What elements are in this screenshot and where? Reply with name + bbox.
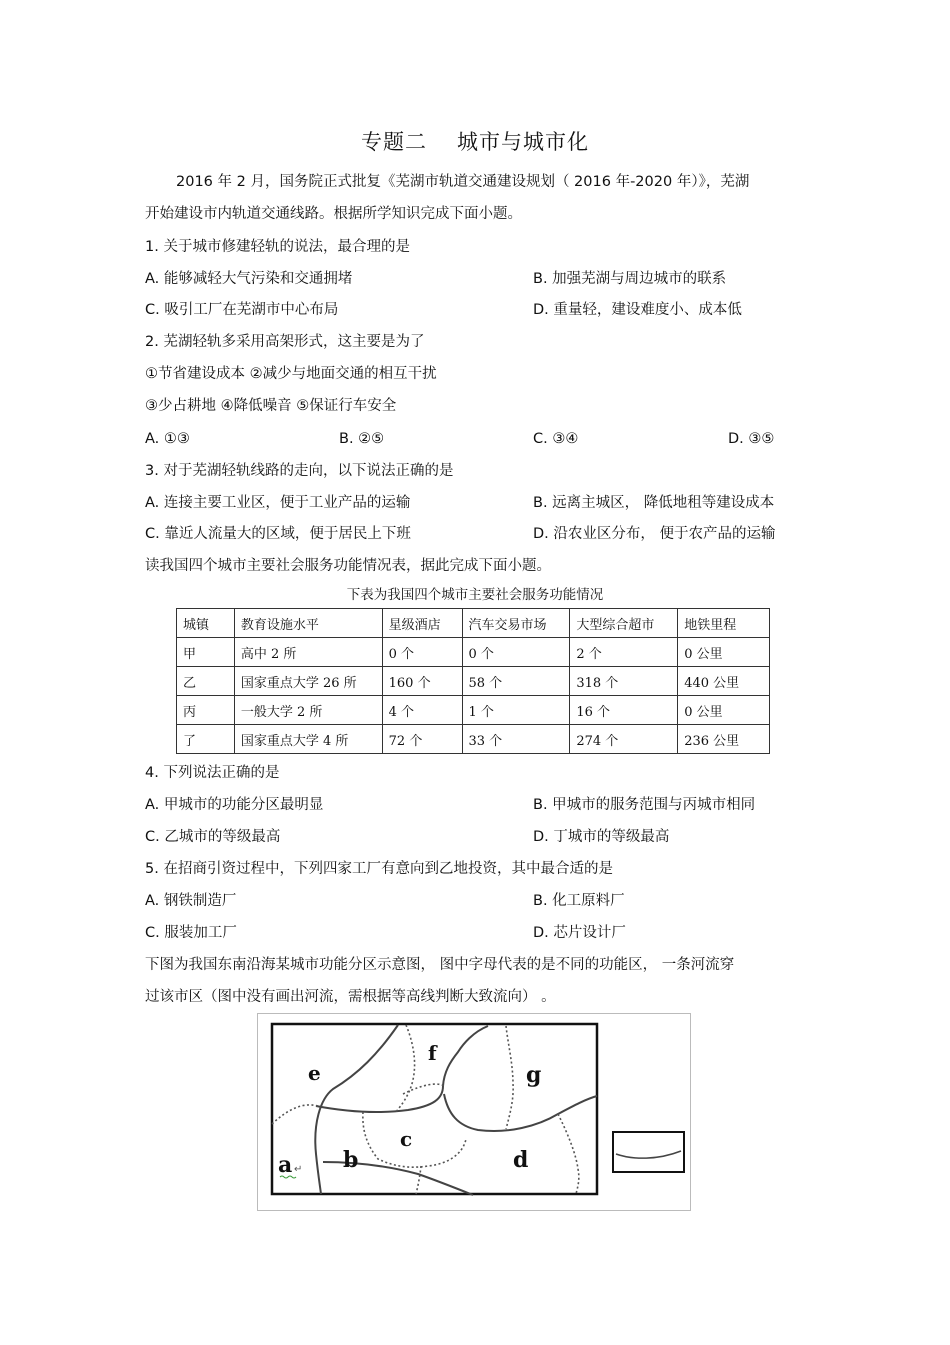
title-part-1: 专题二	[361, 130, 427, 154]
table-cell: 国家重点大学 26 所	[234, 667, 382, 696]
table-cell: 16 个	[570, 696, 678, 725]
table-cell: 国家重点大学 4 所	[234, 725, 382, 754]
q2-option-b: B. ②⑤	[339, 431, 385, 447]
table-cell: 乙	[177, 667, 235, 696]
table-cell: 72 个	[382, 725, 462, 754]
district-boundary	[363, 1112, 466, 1167]
q5-option-c: C. 服装加工厂	[145, 925, 237, 941]
table-cell: 一般大学 2 所	[234, 696, 382, 725]
q5-option-b: B. 化工原料厂	[533, 893, 625, 909]
table-cell: 440 公里	[678, 667, 770, 696]
table-cell: 0 个	[382, 638, 462, 667]
map-intro-line-2: 过该市区（图中没有画出河流，需根据等高线判断大致流向） 。	[145, 989, 556, 1005]
q1-stem: 1. 关于城市修建轻轨的说法，最合理的是	[145, 239, 410, 255]
city-function-map	[257, 1013, 691, 1211]
q5-option-d: D. 芯片设计厂	[533, 925, 626, 941]
table-cell: 274 个	[570, 725, 678, 754]
table-cell: 0 公里	[678, 638, 770, 667]
district-boundary	[506, 1026, 513, 1129]
road-line	[444, 1094, 597, 1131]
district-label-d: d	[513, 1147, 529, 1173]
table-header-cell: 教育设施水平	[234, 609, 382, 638]
table-cell: 高中 2 所	[234, 638, 382, 667]
title-part-2: 城市与城市化	[457, 130, 589, 154]
district-boundary	[416, 1166, 421, 1194]
table-header-cell: 汽车交易市场	[462, 609, 570, 638]
district-label-f: f	[428, 1041, 437, 1065]
table-cell: 0 个	[462, 638, 570, 667]
district-label-b: b	[343, 1147, 359, 1173]
q1-option-d: D. 重量轻，建设难度小、成本低	[533, 302, 742, 318]
table-cell: 236 公里	[678, 725, 770, 754]
table-cell: 0 公里	[678, 696, 770, 725]
table-cell: 了	[177, 725, 235, 754]
page-title	[0, 126, 950, 156]
city-services-table	[176, 608, 770, 754]
q4-option-d: D. 丁城市的等级最高	[533, 829, 670, 845]
q2-option-d: D. ③⑤	[728, 431, 775, 447]
q3-option-d: D. 沿农业区分布， 便于农产品的运输	[533, 526, 776, 542]
intro-line-2: 开始建设市内轨道交通线路。根据所学知识完成下面小题。	[145, 206, 522, 222]
q2-option-c: C. ③④	[533, 431, 579, 447]
q4-stem: 4. 下列说法正确的是	[145, 765, 280, 781]
district-label-a: a	[278, 1152, 293, 1178]
q3-option-a: A. 连接主要工业区，便于工业产品的运输	[145, 495, 411, 511]
q3-option-b: B. 远离主城区， 降低地租等建设成本	[533, 495, 775, 511]
table-header-row	[177, 609, 770, 638]
intro-line-1: 2016 年 2 月，国务院正式批复《芜湖市轨道交通建设规划（ 2016 年-2020 年）》，芜湖	[176, 174, 750, 190]
q3-stem: 3. 对于芜湖轻轨线路的走向，以下说法正确的是	[145, 463, 454, 479]
q5-option-a: A. 钢铁制造厂	[145, 893, 237, 909]
table-cell: 318 个	[570, 667, 678, 696]
table-cell: 丙	[177, 696, 235, 725]
table-cell: 58 个	[462, 667, 570, 696]
table-row	[177, 725, 770, 754]
q4-option-c: C. 乙城市的等级最高	[145, 829, 281, 845]
q2-stem: 2. 芜湖轻轨多采用高架形式，这主要是为了	[145, 334, 425, 350]
table-row	[177, 696, 770, 725]
road-line	[316, 1026, 488, 1112]
legend-box	[613, 1132, 684, 1172]
district-label-c: c	[400, 1127, 413, 1151]
q5-stem: 5. 在招商引资过程中，下列四家工厂有意向到乙地投资，其中最合适的是	[145, 861, 613, 877]
q4-option-b: B. 甲城市的服务范围与丙城市相同	[533, 797, 756, 813]
district-label-e: e	[308, 1061, 321, 1085]
q4-option-a: A. 甲城市的功能分区最明显	[145, 797, 324, 813]
table-cell: 2 个	[570, 638, 678, 667]
table-cell: 4 个	[382, 696, 462, 725]
q1-option-c: C. 吸引工厂在芜湖市中心布局	[145, 302, 339, 318]
district-boundary	[272, 1105, 318, 1124]
q1-option-b: B. 加强芜湖与周边城市的联系	[533, 271, 727, 287]
q2-option-a: A. ①③	[145, 431, 190, 447]
table-cell: 1 个	[462, 696, 570, 725]
table-caption: 下表为我国四个城市主要社会服务功能情况	[346, 587, 604, 603]
q3-option-c: C. 靠近人流量大的区域，便于居民上下班	[145, 526, 411, 542]
table-row	[177, 667, 770, 696]
q2-items-2: ③少占耕地 ④降低噪音 ⑤保证行车安全	[145, 398, 397, 414]
table-header-cell: 地铁里程	[678, 609, 770, 638]
table-header-cell: 大型综合超市	[570, 609, 678, 638]
table-cell: 33 个	[462, 725, 570, 754]
table-header-cell: 城镇	[177, 609, 235, 638]
district-boundary	[396, 1025, 415, 1112]
table-intro: 读我国四个城市主要社会服务功能情况表，据此完成下面小题。	[145, 558, 551, 574]
q2-items-1: ①节省建设成本 ②减少与地面交通的相互干扰	[145, 366, 437, 382]
district-label-g: g	[526, 1062, 542, 1088]
table-row	[177, 638, 770, 667]
district-boundary	[558, 1114, 579, 1194]
table-cell: 甲	[177, 638, 235, 667]
table-header-cell: 星级酒店	[382, 609, 462, 638]
map-intro-line-1: 下图为我国东南沿海某城市功能分区示意图， 图中字母代表的是不同的功能区， 一条河流穿	[145, 957, 735, 973]
return-mark: ↵	[294, 1164, 303, 1175]
table-cell: 160 个	[382, 667, 462, 696]
q1-option-a: A. 能够减轻大气污染和交通拥堵	[145, 271, 353, 287]
